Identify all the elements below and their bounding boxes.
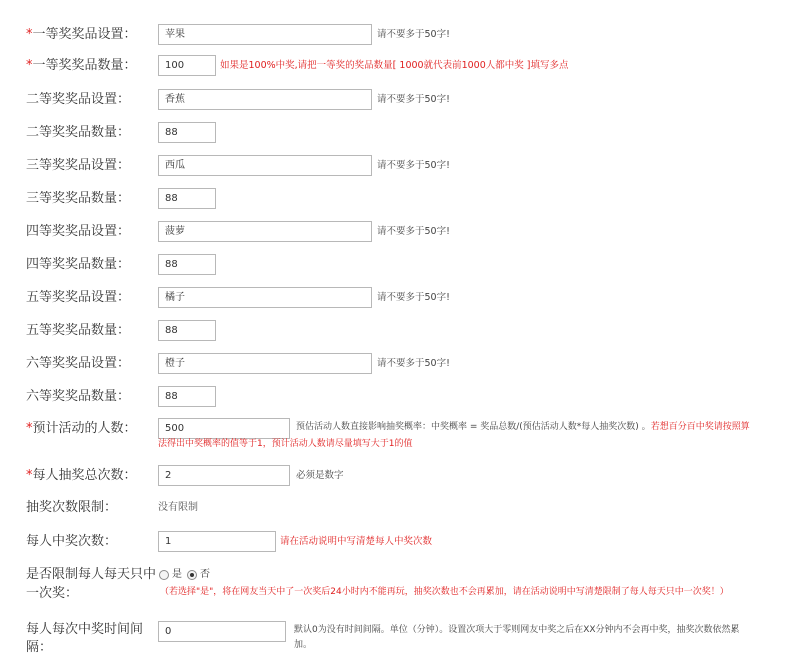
fifth-prize-name-hint: 请不要多于50字!: [377, 292, 450, 303]
daily-limit-yes-label[interactable]: 是: [172, 569, 182, 580]
sixth-prize-qty-input[interactable]: 88: [158, 386, 216, 407]
daily-limit-label-line2: 一次奖：: [26, 586, 79, 601]
fifth-prize-name-label: 五等奖奖品设置：: [26, 290, 131, 305]
draw-total-label: *每人抽奖总次数：: [26, 468, 137, 483]
fourth-prize-qty-input[interactable]: 88: [158, 254, 216, 275]
second-prize-qty-input[interactable]: 88: [158, 122, 216, 143]
draw-total-hint: 必须是数字: [296, 470, 344, 481]
win-times-label: 每人中奖次数：: [26, 534, 118, 549]
interval-hint-line2: 加。: [294, 640, 313, 650]
daily-limit-no-label[interactable]: 否: [200, 569, 210, 580]
interval-label-line1: 每人每次中奖时间间: [26, 622, 144, 637]
draw-limit-label: 抽奖次数限制：: [26, 500, 118, 515]
second-prize-name-input[interactable]: 香蕉: [158, 89, 372, 110]
daily-limit-no-radio[interactable]: [187, 570, 197, 580]
second-prize-name-label: 二等奖奖品设置：: [26, 92, 131, 107]
daily-limit-label-line1: 是否限制每人每天只中: [26, 567, 157, 582]
win-times-hint: 请在活动说明中写清楚每人中奖次数: [280, 536, 433, 547]
draw-limit-value: 没有限制: [158, 502, 198, 513]
participants-hint-red: 法得出中奖概率的值等于1，预计活动人数请尽量填写大于1的值: [158, 439, 413, 449]
fourth-prize-name-label: 四等奖奖品设置：: [26, 224, 131, 239]
first-prize-name-hint: 请不要多于50字!: [377, 29, 450, 40]
fourth-prize-name-input[interactable]: 菠萝: [158, 221, 372, 242]
daily-limit-hint: （若选择"是"，将在网友当天中了一次奖后24小时内不能再玩，抽奖次数也不会再累加，请在活动说明中写清楚限制了每人每天只中一次奖！）: [160, 587, 729, 597]
draw-total-input[interactable]: 2: [158, 465, 290, 486]
third-prize-name-hint: 请不要多于50字!: [377, 160, 450, 171]
interval-hint-line1: 默认0为没有时间间隔。单位（分钟）。设置次项大于零则网友中奖之后在XX分钟内不会再中奖，抽奖次数依然累: [294, 625, 740, 635]
third-prize-name-label: 三等奖奖品设置：: [26, 158, 131, 173]
fourth-prize-qty-label: 四等奖奖品数量：: [26, 257, 131, 272]
daily-limit-yes-radio[interactable]: [159, 570, 169, 580]
fourth-prize-name-hint: 请不要多于50字!: [377, 226, 450, 237]
sixth-prize-qty-label: 六等奖奖品数量：: [26, 389, 131, 404]
fifth-prize-qty-label: 五等奖奖品数量：: [26, 323, 131, 338]
second-prize-name-hint: 请不要多于50字!: [377, 94, 450, 105]
first-prize-qty-input[interactable]: 100: [158, 55, 216, 76]
participants-hint-gray: 预估活动人数直接影响抽奖概率：中奖概率 = 奖品总数/(预估活动人数*每人抽奖次数) 。若想百分百中奖请按照算: [296, 422, 750, 432]
fifth-prize-qty-input[interactable]: 88: [158, 320, 216, 341]
first-prize-qty-hint: 如果是100%中奖,请把一等奖的奖品数量[ 1000就代表前1000人都中奖 ]填写多点: [220, 60, 569, 71]
interval-input[interactable]: 0: [158, 621, 286, 642]
first-prize-name-label: *一等奖奖品设置：: [26, 27, 137, 42]
second-prize-qty-label: 二等奖奖品数量：: [26, 125, 131, 140]
sixth-prize-name-hint: 请不要多于50字!: [377, 358, 450, 369]
third-prize-qty-label: 三等奖奖品数量：: [26, 191, 131, 206]
interval-label-line2: 隔：: [26, 640, 53, 655]
first-prize-qty-label: *一等奖奖品数量：: [26, 58, 137, 73]
fifth-prize-name-input[interactable]: 橘子: [158, 287, 372, 308]
third-prize-name-input[interactable]: 西瓜: [158, 155, 372, 176]
sixth-prize-name-input[interactable]: 橙子: [158, 353, 372, 374]
first-prize-name-input[interactable]: 苹果: [158, 24, 372, 45]
participants-label: *预计活动的人数：: [26, 421, 137, 436]
sixth-prize-name-label: 六等奖奖品设置：: [26, 356, 131, 371]
third-prize-qty-input[interactable]: 88: [158, 188, 216, 209]
win-times-input[interactable]: 1: [158, 531, 276, 552]
participants-input[interactable]: 500: [158, 418, 290, 439]
